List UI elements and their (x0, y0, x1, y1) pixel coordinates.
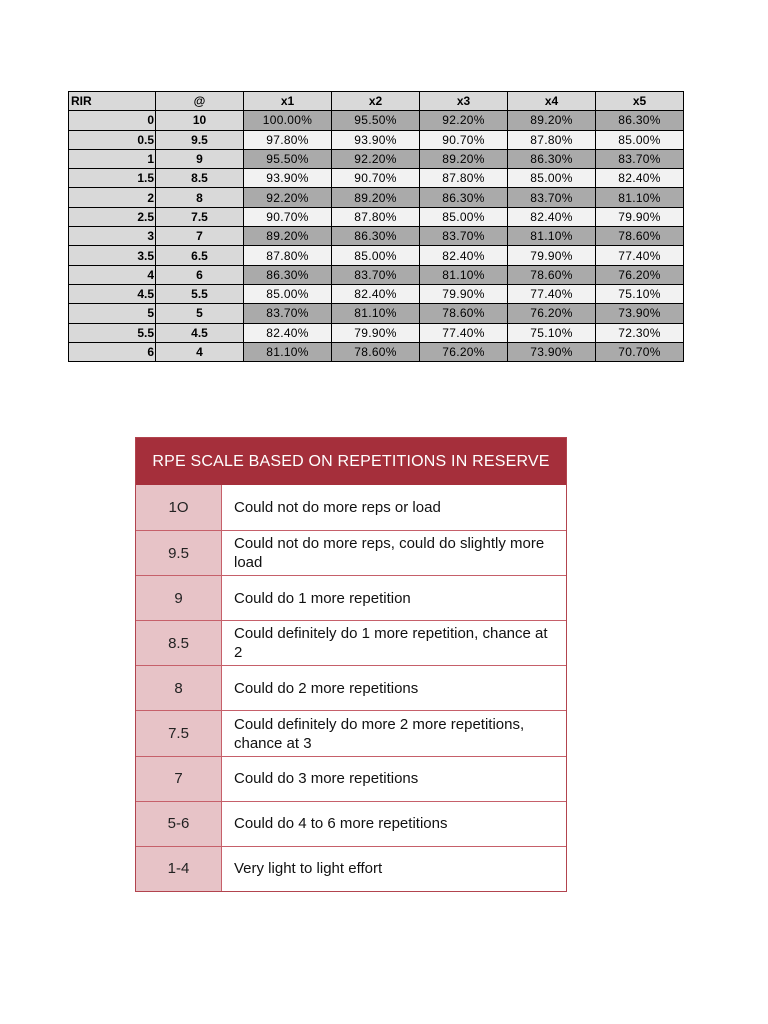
header-x3: x3 (420, 92, 508, 111)
cell-percent-x1: 97.80% (244, 130, 332, 149)
cell-rpe: 4 (156, 342, 244, 361)
cell-rpe: 6 (156, 265, 244, 284)
rpe-description: Could definitely do 1 more repetition, chance at 2 (222, 621, 566, 665)
cell-percent-x2: 78.60% (332, 342, 420, 361)
cell-percent-x5: 82.40% (596, 169, 684, 188)
cell-percent-x1: 92.20% (244, 188, 332, 207)
cell-rpe: 7 (156, 227, 244, 246)
rpe-scale-row (136, 756, 566, 801)
header-x4: x4 (508, 92, 596, 111)
table-row (69, 265, 684, 284)
cell-rpe: 6.5 (156, 246, 244, 265)
cell-rpe: 9 (156, 149, 244, 168)
table-row (69, 149, 684, 168)
rpe-description: Could definitely do more 2 more repetitions, chance at 3 (222, 711, 566, 755)
rpe-value: 1-4 (136, 847, 222, 891)
table-row (69, 207, 684, 226)
cell-percent-x4: 75.10% (508, 323, 596, 342)
cell-rir: 3 (69, 227, 156, 246)
cell-rir: 1.5 (69, 169, 156, 188)
cell-percent-x2: 89.20% (332, 188, 420, 207)
cell-percent-x2: 92.20% (332, 149, 420, 168)
cell-rir: 5 (69, 304, 156, 323)
cell-percent-x4: 81.10% (508, 227, 596, 246)
table-row (69, 227, 684, 246)
rpe-value: 8 (136, 666, 222, 710)
cell-percent-x3: 78.60% (420, 304, 508, 323)
cell-percent-x1: 100.00% (244, 111, 332, 130)
rpe-value: 9 (136, 576, 222, 620)
cell-rir: 0 (69, 111, 156, 130)
cell-percent-x1: 81.10% (244, 342, 332, 361)
cell-percent-x2: 95.50% (332, 111, 420, 130)
cell-percent-x5: 76.20% (596, 265, 684, 284)
header-rir: RIR (69, 92, 156, 111)
cell-percent-x4: 85.00% (508, 169, 596, 188)
cell-percent-x3: 82.40% (420, 246, 508, 265)
rpe-description: Could do 2 more repetitions (222, 666, 566, 710)
rpe-value: 9.5 (136, 531, 222, 575)
table-row (69, 284, 684, 303)
cell-percent-x1: 87.80% (244, 246, 332, 265)
cell-percent-x2: 83.70% (332, 265, 420, 284)
cell-percent-x3: 77.40% (420, 323, 508, 342)
rpe-description: Could not do more reps or load (222, 485, 566, 530)
cell-rpe: 10 (156, 111, 244, 130)
rpe-scale-row (136, 710, 566, 755)
table-row (69, 130, 684, 149)
table-row (69, 342, 684, 361)
rpe-value: 7.5 (136, 711, 222, 755)
cell-percent-x3: 81.10% (420, 265, 508, 284)
table-row (69, 111, 684, 130)
cell-percent-x2: 86.30% (332, 227, 420, 246)
cell-percent-x4: 83.70% (508, 188, 596, 207)
rpe-scale-rows (136, 485, 566, 891)
cell-rir: 6 (69, 342, 156, 361)
cell-percent-x4: 87.80% (508, 130, 596, 149)
cell-percent-x1: 86.30% (244, 265, 332, 284)
cell-percent-x4: 73.90% (508, 342, 596, 361)
cell-rir: 2 (69, 188, 156, 207)
rpe-description: Could do 3 more repetitions (222, 757, 566, 801)
rpe-scale-row (136, 801, 566, 846)
rpe-description: Could do 4 to 6 more repetitions (222, 802, 566, 846)
cell-percent-x2: 85.00% (332, 246, 420, 265)
cell-rpe: 8.5 (156, 169, 244, 188)
cell-percent-x5: 86.30% (596, 111, 684, 130)
cell-percent-x2: 90.70% (332, 169, 420, 188)
table-row (69, 169, 684, 188)
cell-rir: 2.5 (69, 207, 156, 226)
rpe-scale-row (136, 575, 566, 620)
rpe-scale-row (136, 846, 566, 891)
cell-rir: 4 (69, 265, 156, 284)
cell-percent-x1: 83.70% (244, 304, 332, 323)
cell-percent-x3: 87.80% (420, 169, 508, 188)
rpe-value: 5-6 (136, 802, 222, 846)
rpe-scale-row (136, 665, 566, 710)
cell-percent-x4: 78.60% (508, 265, 596, 284)
cell-percent-x1: 95.50% (244, 149, 332, 168)
cell-percent-x3: 85.00% (420, 207, 508, 226)
cell-percent-x1: 93.90% (244, 169, 332, 188)
cell-rir: 0.5 (69, 130, 156, 149)
cell-percent-x5: 73.90% (596, 304, 684, 323)
rpe-scale-card (135, 437, 567, 892)
cell-percent-x5: 75.10% (596, 284, 684, 303)
table-header-row (69, 92, 684, 111)
rpe-value: 7 (136, 757, 222, 801)
cell-percent-x2: 82.40% (332, 284, 420, 303)
cell-percent-x1: 89.20% (244, 227, 332, 246)
cell-percent-x4: 86.30% (508, 149, 596, 168)
cell-percent-x2: 79.90% (332, 323, 420, 342)
cell-percent-x3: 76.20% (420, 342, 508, 361)
cell-percent-x5: 85.00% (596, 130, 684, 149)
cell-percent-x4: 89.20% (508, 111, 596, 130)
table-row (69, 246, 684, 265)
table-row (69, 188, 684, 207)
table-row (69, 304, 684, 323)
rpe-scale-row (136, 485, 566, 530)
header-rpe-at: @ (156, 92, 244, 111)
header-x1: x1 (244, 92, 332, 111)
cell-percent-x5: 81.10% (596, 188, 684, 207)
rpe-scale-row (136, 530, 566, 575)
cell-percent-x3: 89.20% (420, 149, 508, 168)
cell-percent-x2: 87.80% (332, 207, 420, 226)
cell-percent-x1: 90.70% (244, 207, 332, 226)
rpe-value: 8.5 (136, 621, 222, 665)
cell-percent-x2: 93.90% (332, 130, 420, 149)
cell-percent-x2: 81.10% (332, 304, 420, 323)
rpe-description: Could do 1 more repetition (222, 576, 566, 620)
cell-rir: 3.5 (69, 246, 156, 265)
cell-rir: 1 (69, 149, 156, 168)
cell-percent-x5: 79.90% (596, 207, 684, 226)
cell-percent-x5: 78.60% (596, 227, 684, 246)
cell-rpe: 8 (156, 188, 244, 207)
cell-percent-x3: 79.90% (420, 284, 508, 303)
cell-rpe: 4.5 (156, 323, 244, 342)
rpe-scale-row (136, 620, 566, 665)
cell-percent-x1: 82.40% (244, 323, 332, 342)
rir-percentage-table (68, 91, 684, 362)
rpe-value: 1O (136, 485, 222, 530)
cell-percent-x5: 70.70% (596, 342, 684, 361)
cell-percent-x5: 72.30% (596, 323, 684, 342)
cell-rir: 5.5 (69, 323, 156, 342)
cell-percent-x5: 77.40% (596, 246, 684, 265)
cell-percent-x1: 85.00% (244, 284, 332, 303)
rpe-description: Very light to light effort (222, 847, 566, 891)
rir-table-body (69, 111, 684, 362)
cell-percent-x4: 77.40% (508, 284, 596, 303)
cell-rpe: 5 (156, 304, 244, 323)
rpe-scale-title: RPE SCALE BASED ON REPETITIONS IN RESERVE (136, 438, 566, 485)
cell-percent-x4: 82.40% (508, 207, 596, 226)
cell-rpe: 5.5 (156, 284, 244, 303)
cell-rpe: 7.5 (156, 207, 244, 226)
header-x2: x2 (332, 92, 420, 111)
table-row (69, 323, 684, 342)
cell-percent-x4: 76.20% (508, 304, 596, 323)
cell-percent-x3: 90.70% (420, 130, 508, 149)
cell-percent-x3: 86.30% (420, 188, 508, 207)
cell-percent-x4: 79.90% (508, 246, 596, 265)
header-x5: x5 (596, 92, 684, 111)
rpe-description: Could not do more reps, could do slightly more load (222, 531, 566, 575)
cell-percent-x5: 83.70% (596, 149, 684, 168)
cell-rpe: 9.5 (156, 130, 244, 149)
cell-percent-x3: 92.20% (420, 111, 508, 130)
cell-percent-x3: 83.70% (420, 227, 508, 246)
cell-rir: 4.5 (69, 284, 156, 303)
